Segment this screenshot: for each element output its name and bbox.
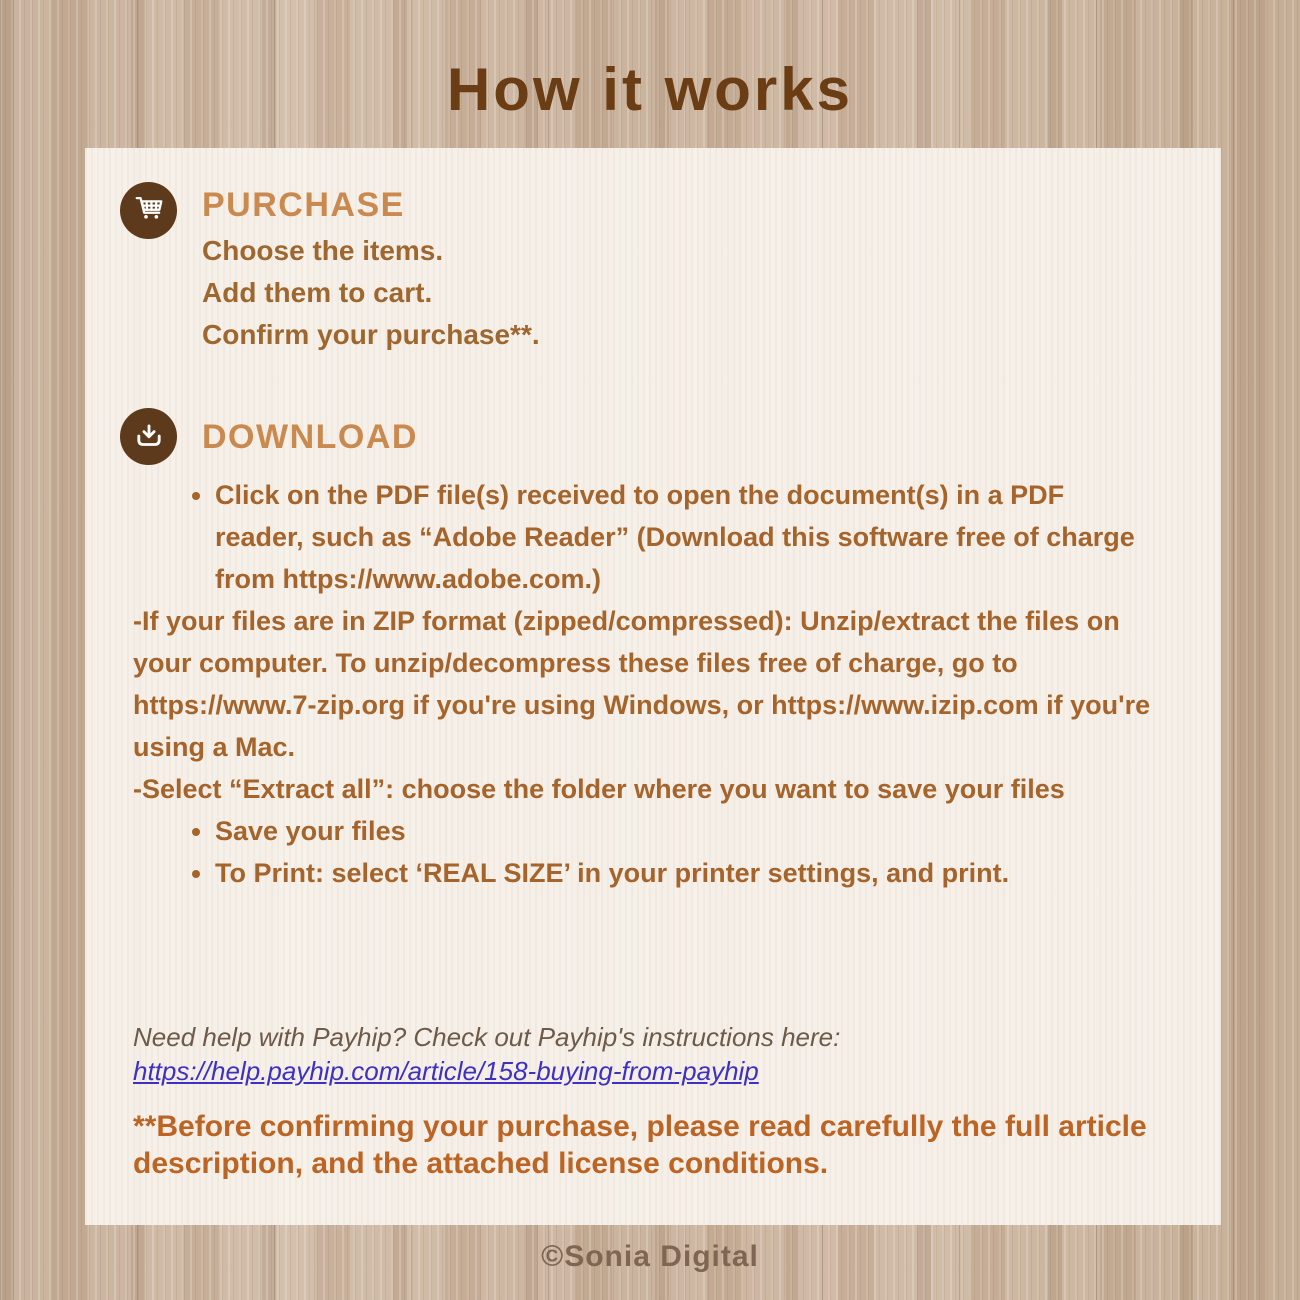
download-bullet-open-pdf: • Click on the PDF file(s) received to open the document(s) in a PDF reader, such as “Adobe Reader” (Download this software free of charge from https://www.adobe.com.) bbox=[215, 474, 1145, 600]
download-bullet-save: • Save your files bbox=[215, 810, 1145, 852]
copyright-footer: ©Sonia Digital bbox=[541, 1240, 759, 1273]
download-bullet-list-bottom bbox=[133, 810, 1145, 894]
help-block bbox=[133, 1020, 840, 1088]
download-heading: DOWNLOAD bbox=[202, 418, 418, 456]
page-title: How it works bbox=[446, 56, 854, 123]
purchase-step-2: Add them to cart. bbox=[202, 277, 433, 308]
download-instructions bbox=[133, 474, 1178, 894]
purchase-icon-badge bbox=[120, 182, 177, 239]
purchase-heading: PURCHASE bbox=[202, 186, 405, 224]
purchase-steps bbox=[202, 230, 540, 356]
download-icon-badge bbox=[120, 408, 177, 465]
download-paragraph-extract: -Select “Extract all”: choose the folder where you want to save your files bbox=[133, 774, 1065, 804]
download-bullet-list-top bbox=[133, 474, 1145, 600]
payhip-help-link[interactable]: https://help.payhip.com/article/158-buying-from-payhip bbox=[133, 1056, 759, 1086]
download-icon bbox=[131, 419, 167, 455]
download-bullet-print: • To Print: select ‘REAL SIZE’ in your printer settings, and print. bbox=[215, 852, 1145, 894]
purchase-step-3: Confirm your purchase**. bbox=[202, 319, 540, 350]
purchase-notice: **Before confirming your purchase, please read carefully the full article description, and the attached license conditions. bbox=[133, 1110, 1147, 1180]
purchase-step-1: Choose the items. bbox=[202, 235, 444, 266]
help-text: Need help with Payhip? Check out Payhip's instructions here: bbox=[133, 1022, 841, 1052]
cart-icon bbox=[131, 193, 167, 229]
download-paragraph-zip: -If your files are in ZIP format (zipped/compressed): Unzip/extract the files on your computer. To unzip/decompress these files free of charge, go to https://www.7-zip.org if you're using Windows, or https://www.izip.com if you're using a Mac. bbox=[133, 606, 1151, 762]
content-panel bbox=[85, 148, 1221, 1225]
